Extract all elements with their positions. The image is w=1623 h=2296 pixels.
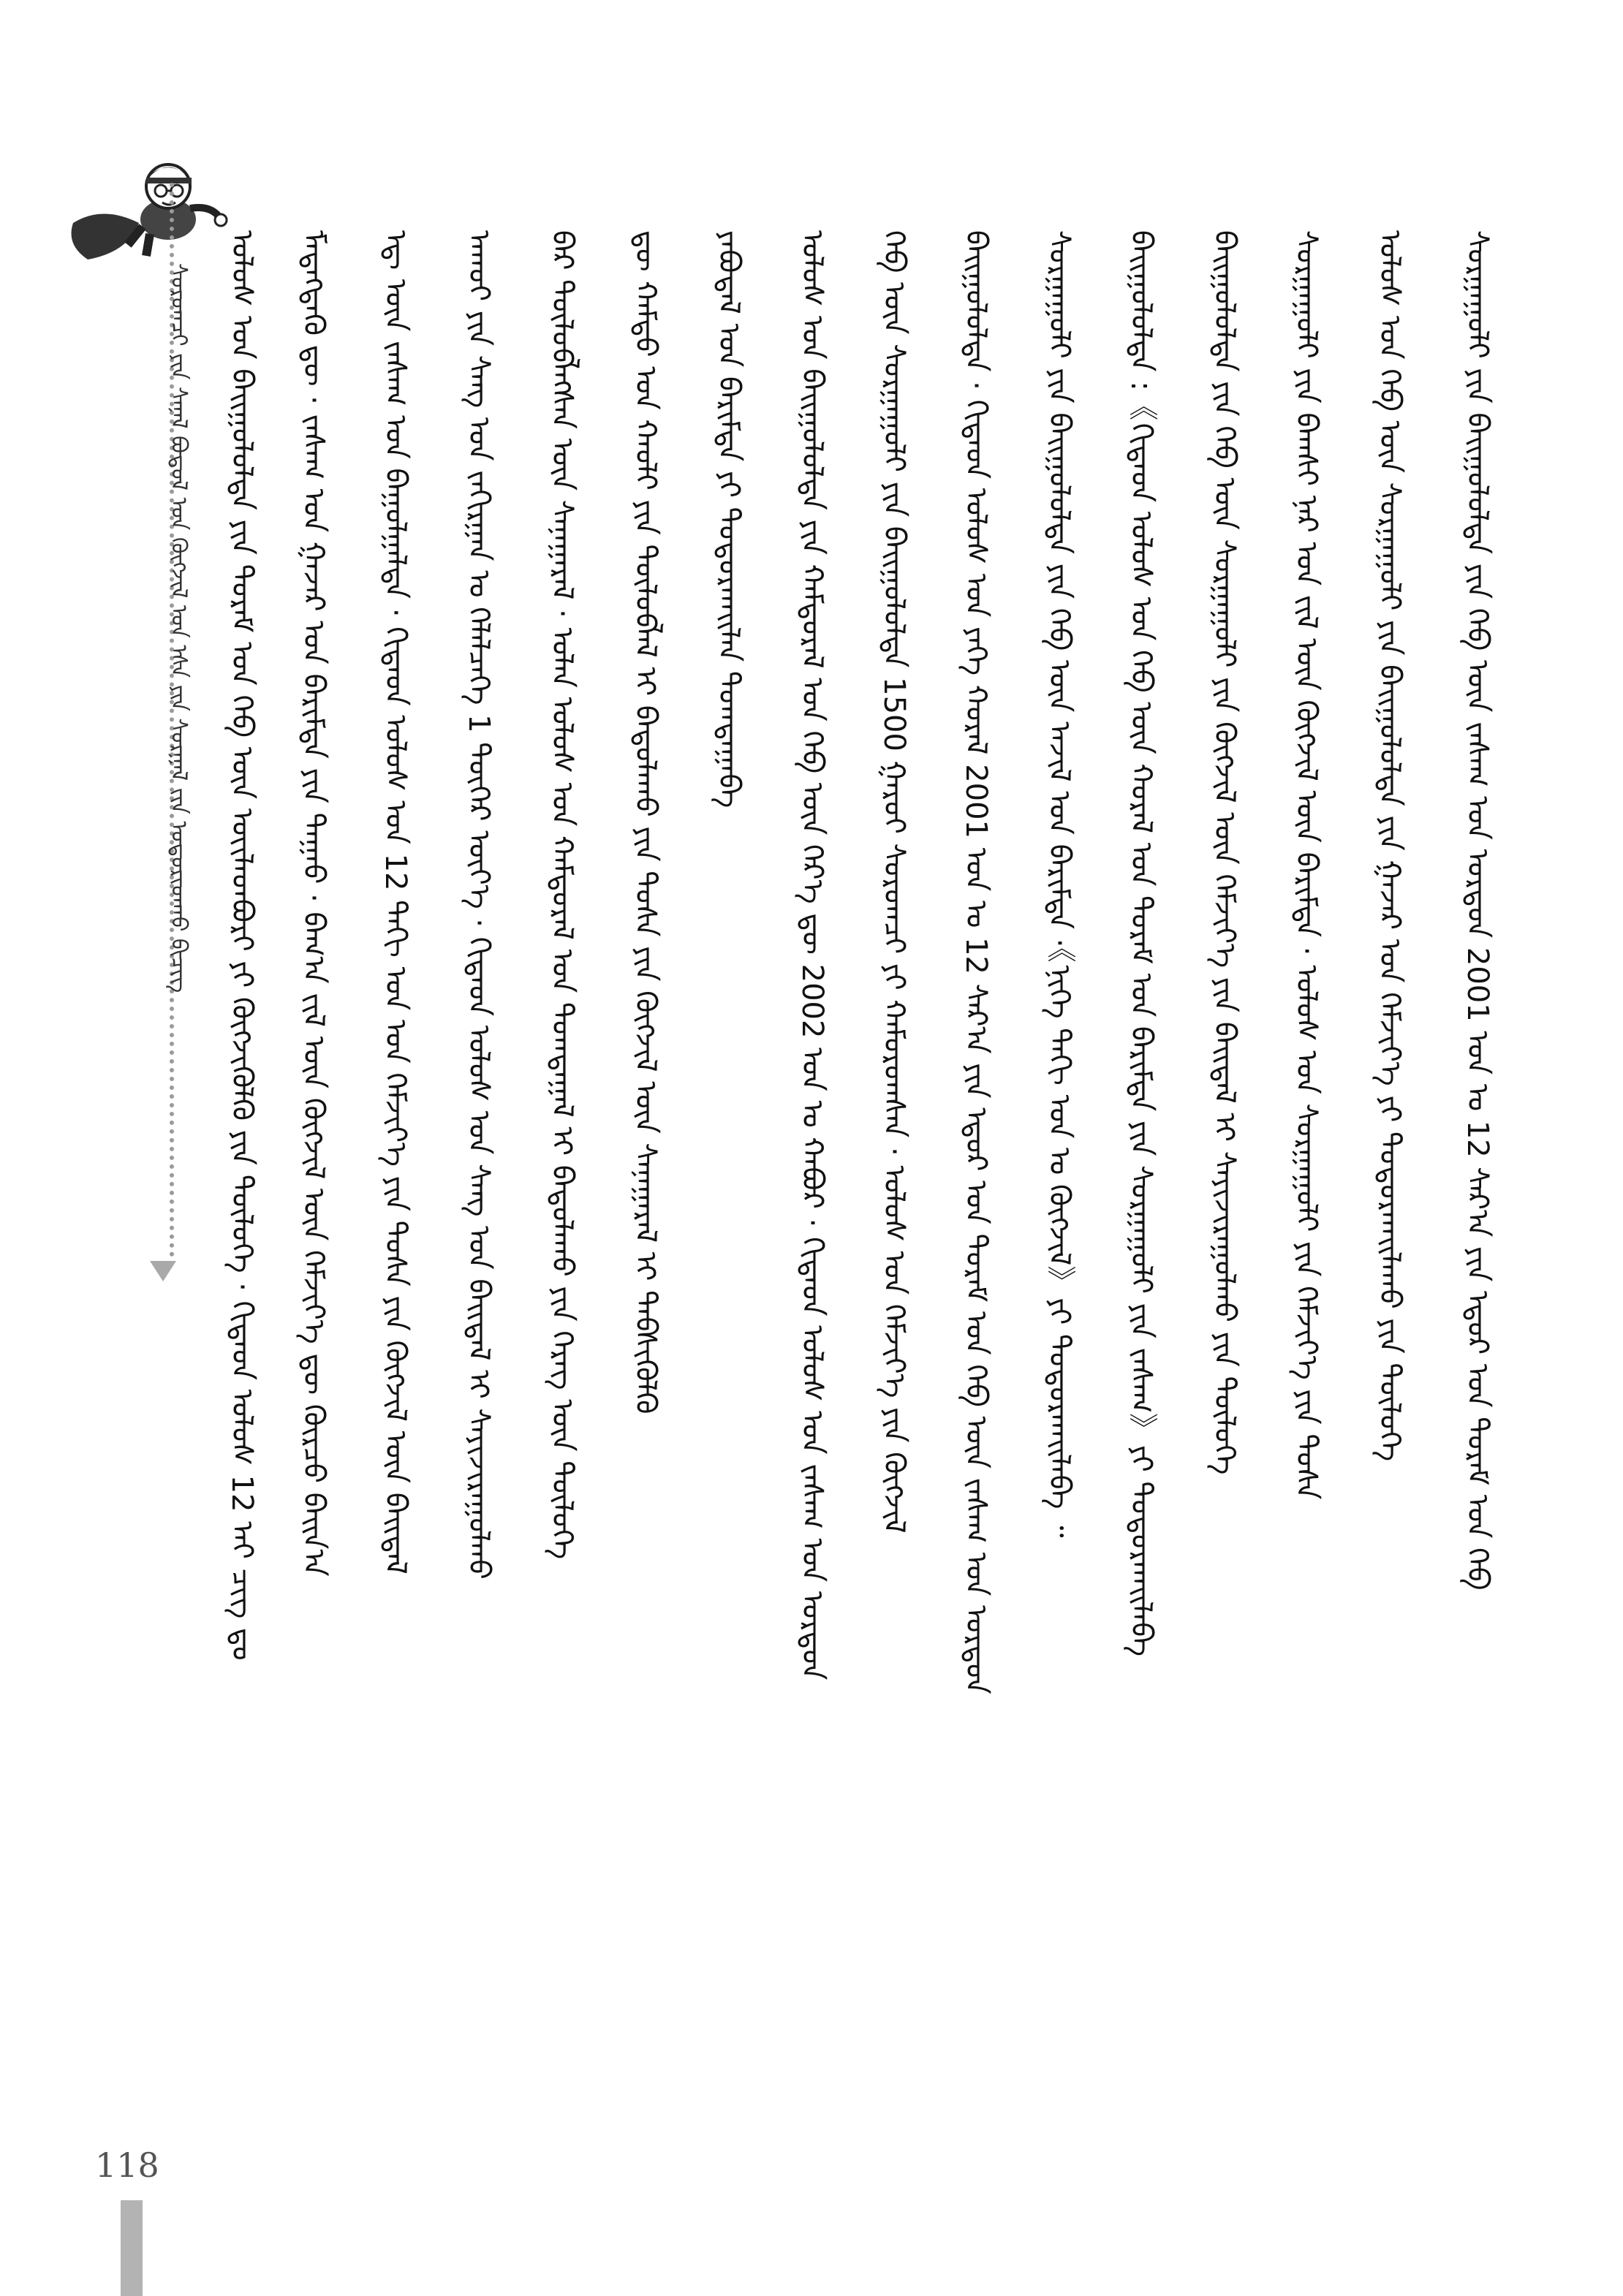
running-header-title: ᠰᠤᠷᠤᠭᠴᠢ ᠶᠢᠨ ᠰᠠᠨᠠᠯ ᠪᠤᠳᠤᠯ ᠤᠨ ᠬᠥᠭᠵᠢᠯ ᠤᠨ ᠡᠰᠡ ᠶᠢᠨ ᠰᠤᠷᠭᠠᠯ ᠵᠢᠨ ᠤᠳᠤᠷᠢᠳᠬᠤ ᠪᠢᠴᠢᠭ	[166, 263, 192, 993]
student-mascot-illustration	[58, 135, 227, 274]
text-column-15: ᠤᠯᠤᠰ ᠤᠨ ᠬᠡᠪ ᠦᠨ ᠰᠤᠷᠭᠠᠭᠤᠯᠢ ᠶᠢᠨ ᠪᠠᠢᠭᠤᠯᠤᠯᠲᠠ ᠶᠢᠨ ᠭᠠᠵᠠᠷ ᠤᠨ ᠬᠡᠮᠵᠢᠶ᠎ᠡ ᠶᠢ ᠲᠣᠳᠤᠷᠬᠠᠢᠯᠠᠬᠤ ᠶᠢᠨ ᠲᠥᠯᠦᠭᠡ	[1373, 230, 1407, 1462]
page-number: 118	[95, 2145, 159, 2185]
text-column-16: ᠰᠤᠷᠭᠠᠭᠤᠯᠢ ᠶᠢᠨ ᠪᠠᠢᠭᠤᠯᠤᠯᠲᠠ ᠶᠢᠨ ᠬᠡᠪ ᠦᠨ ᠵᠠᠰᠠᠭ ᠤᠨ ᠣᠷᠳᠣᠨ 2001 ᠣᠨ ᠤ 12 ᠰᠠᠷ᠎ᠠ ᠶᠢᠨ ᠡᠳᠦᠷ ᠤᠨ ᠳᠤᠷᠠᠮ ᠤᠨ ᠬᠡᠪ	[1461, 230, 1494, 1591]
text-column-2: ᠮᠡᠳᠡᠭᠳᠡᠬᠦ ᠳᠦ · ᠵᠠᠰᠠᠭ ᠤᠨ ᠭᠠᠵᠠᠷ ᠤᠨ ᠪᠠᠷᠢᠮᠲᠠ ᠶᠢᠨ ᠳᠠᠭᠠᠤ · ᠪᠠᠭ᠎ᠠ ᠵᠢᠯ ᠦᠨ ᠬᠥᠭᠵᠢᠯ ᠦᠨ ᠬᠡᠮᠵᠢᠶ᠎ᠡ ᠳᠦ ᠬᠦᠷᠴᠦ ᠪᠠᠢᠨ᠎ᠠ	[297, 230, 330, 1577]
text-column-13: ᠪᠠᠢᠭᠤᠯᠤᠯᠲᠠ ᠶᠢᠨ ᠬᠡᠪ ᠦᠨ ᠰᠤᠷᠭᠠᠭᠤᠯᠢ ᠶᠢᠨ ᠬᠥᠭᠵᠢᠯ ᠦᠨ ᠬᠡᠮᠵᠢᠶ᠎ᠡ ᠶᠢᠨ ᠪᠠᠢᠳᠠᠯ ᠢ ᠰᠠᠶᠢᠵᠢᠷᠠᠭᠤᠯᠬᠤ ᠶᠢᠨ ᠲᠥᠯᠦᠭᠡ	[1208, 230, 1241, 1475]
text-column-9: ᠬᠡᠪ ᠦᠨ ᠰᠤᠷᠭᠠᠭᠤᠯᠢ ᠶᠢᠨ ᠪᠠᠢᠭᠤᠯᠤᠯᠲᠠ 1500 ᠭᠠᠷᠤᠢ ᠰᠤᠷᠤᠭᠴᠢ ᠶᠢ ᠬᠠᠮᠤᠷᠤᠭᠰᠠᠨ · ᠤᠯᠤᠰ ᠤᠨ ᠬᠡᠮᠵᠢᠶ᠎ᠡ ᠶᠢᠨ ᠬᠥᠭᠵᠢᠯ	[877, 230, 911, 1534]
header-marker	[150, 1261, 186, 1293]
text-column-11: ᠰᠤᠷᠭᠠᠭᠤᠯᠢ ᠶᠢᠨ ᠪᠠᠢᠭᠤᠯᠤᠯᠲᠠ ᠶᠢᠨ ᠬᠡᠪ ᠦᠨ ᠠᠵᠢᠯ ᠤᠨ ᠪᠠᠷᠢᠮᠲᠠ ·《ᠨᠢᠭᠡ ᠳᠠᠬᠢ ᠣᠨ ᠤ ᠬᠥᠭᠵᠢᠯ》ᠶᠢ ᠲᠣᠳᠤᠷᠬᠠᠢᠯᠠᠪᠠ ᠃	[1043, 230, 1076, 1538]
text-column-6: ᠳᠦ ᠬᠠᠮᠲᠤ ᠤᠨ ᠬᠠᠤᠯᠢ ᠶᠢᠨ ᠲᠥᠯᠦᠪᠯᠡᠯ ᠢ ᠪᠠᠳᠤᠯᠠᠬᠤ ᠶᠢᠨ ᠲᠤᠰᠠ ᠶᠢᠨ ᠬᠥᠭᠵᠢᠯ ᠦᠨ ᠰᠠᠨᠠᠭᠠᠷᠠᠯ ᠢ ᠳᠡᠪᠰᠢᠭᠦᠯᠬᠦ	[629, 230, 662, 1414]
text-column-8: ᠤᠯᠤᠰ ᠤᠨ ᠪᠠᠢᠭᠤᠯᠤᠯᠲᠠ ᠶᠢᠨ ᠬᠠᠮᠲᠤᠷᠠᠯ ᠤᠨ ᠬᠡᠪ ᠦᠨ ᠭᠡᠷ᠎ᠡ ᠳᠦ 2002 ᠣᠨ ᠤ ᠬᠠᠪᠤᠷ · ᠬᠢᠲᠠᠳ ᠤᠯᠤᠰ ᠤᠨ ᠵᠠᠰᠠᠭ ᠤᠨ ᠣᠷᠳᠣᠨ	[795, 230, 829, 1681]
text-column-1: ᠤᠯᠤᠰ ᠤᠨ ᠪᠠᠢᠭᠤᠯᠤᠯᠲᠠ ᠶᠢᠨ ᠳᠤᠷᠠᠮ ᠤᠨ ᠬᠡᠪ ᠦᠨ ᠦᠢᠯᠡᠳᠪᠦᠷᠢ ᠶᠢ ᠬᠥᠭᠵᠢᠭᠦᠯᠬᠦ ᠶᠢᠨ ᠲᠥᠯᠦᠭᠡ · ᠬᠢᠲᠠᠳ ᠤᠯᠤᠰ 12 ᠠᠶ ᠴᠢᠭ ᠳᠤ	[225, 230, 259, 1661]
page-edge-bar	[121, 2200, 143, 2296]
text-column-10: ᠪᠠᠢᠭᠤᠯᠤᠯᠲᠠ · ᠬᠢᠲᠠᠳ ᠤᠯᠤᠰ ᠤᠨ ᠶᠡᠬᠡ ᠬᠤᠷᠠᠯ 2001 ᠣᠨ ᠤ 12 ᠰᠠᠷ᠎ᠠ ᠶᠢᠨ ᠡᠳᠦᠷ ᠤᠨ ᠳᠤᠷᠠᠮ ᠤᠨ ᠬᠡᠪ ᠦᠨ ᠵᠠᠰᠠᠭ ᠤᠨ ᠣᠷᠳᠣᠨ	[959, 230, 993, 1694]
text-column-5: ᠪᠡᠷ ᠲᠥᠯᠦᠪᠯᠡᠭᠰᠡᠨ ᠦᠨ ᠰᠠᠨᠠᠭᠠᠷᠠᠯ · ᠣᠯᠠᠨ ᠤᠯᠤᠰ ᠤᠨ ᠬᠠᠮᠲᠤᠷᠠᠯ ᠤᠨ ᠲᠣᠭᠲᠠᠭᠠᠯ ᠢ ᠪᠠᠳᠤᠯᠠᠬᠤ ᠶᠢᠨ ᠬᠡᠷᠡᠭ ᠦᠨ ᠲᠥᠯᠦᠭᠡ	[545, 230, 579, 1560]
text-column-4: ᠠᠬᠤᠢ ᠶᠢᠨ ᠰᠠᠩ ᠤᠨ ᠵᠠᠬᠢᠷᠭᠠᠨ ᠤ ᠬᠡᠯᠡᠯᠴᠡᠭᠡ 1 ᠳᠦᠭᠡᠷ ᠦᠶ᠎ᠡ · ᠬᠢᠲᠠᠳ ᠤᠯᠤᠰ ᠤᠨ ᠰᠠᠩ ᠤᠨ ᠪᠠᠢᠳᠠᠯ ᠢ ᠰᠠᠶᠢᠵᠢᠷᠠᠭᠤᠯᠬᠤ	[462, 230, 496, 1580]
text-column-3: ᠡᠳ᠋ ᠦᠨ ᠵᠠᠰᠠᠭ ᠤᠨ ᠪᠠᠭᠤᠯᠭᠠᠯᠲᠠ · ᠬᠢᠲᠠᠳ ᠤᠯᠤᠰ ᠤᠨ 12 ᠳᠠᠬᠢ ᠣᠨ ᠤᠨ ᠬᠡᠮᠵᠢᠶ᠎ᠡ ᠶᠢᠨ ᠲᠤᠰᠠ ᠶᠢᠨ ᠬᠥᠭᠵᠢᠯ ᠦᠨ ᠪᠠᠢᠳᠠᠯ	[379, 230, 412, 1575]
body-text	[223, 230, 1539, 2007]
text-column-7: ᠶᠠᠪᠤᠳᠠᠯ ᠤᠨ ᠪᠠᠷᠢᠮᠲᠠ ᠶᠢ ᠲᠣᠳᠤᠷᠬᠠᠢᠯᠠᠨ ᠲᠣᠭᠲᠠᠭᠠᠪᠠ	[712, 230, 746, 808]
triangle-marker-icon	[150, 1261, 176, 1281]
text-column-14: ᠰᠤᠷᠭᠠᠭᠤᠯᠢ ᠶᠢᠨ ᠪᠠᠭᠰᠢ ᠨᠠᠷ ᠤᠨ ᠵᠢᠯ ᠦᠨ ᠬᠥᠭᠵᠢᠯ ᠦᠨ ᠪᠠᠷᠢᠮᠲᠠ · ᠤᠯᠤᠰ ᠤᠨ ᠰᠤᠷᠭᠠᠭᠤᠯᠢ ᠶᠢᠨ ᠬᠡᠮᠵᠢᠶ᠎ᠡ ᠶᠢᠨ ᠲᠤᠰᠠ	[1290, 230, 1323, 1500]
text-column-12: ᠪᠠᠢᠭᠤᠯᠤᠯᠲᠠ :《ᠬᠢᠲᠠᠳ ᠤᠯᠤᠰ ᠤᠨ ᠬᠡᠪ ᠦᠨ ᠬᠤᠷᠠᠯ ᠤᠨ ᠳᠤᠷᠠᠮ ᠤᠨ ᠪᠠᠷᠢᠮᠲᠠ ᠶᠢᠨ ᠰᠤᠷᠭᠠᠭᠤᠯᠢ ᠶᠢᠨ ᠵᠠᠰᠠᠭ》ᠶᠢ ᠲᠣᠳᠤᠷᠬᠠᠢᠯᠠᠪᠠ	[1124, 230, 1158, 1657]
